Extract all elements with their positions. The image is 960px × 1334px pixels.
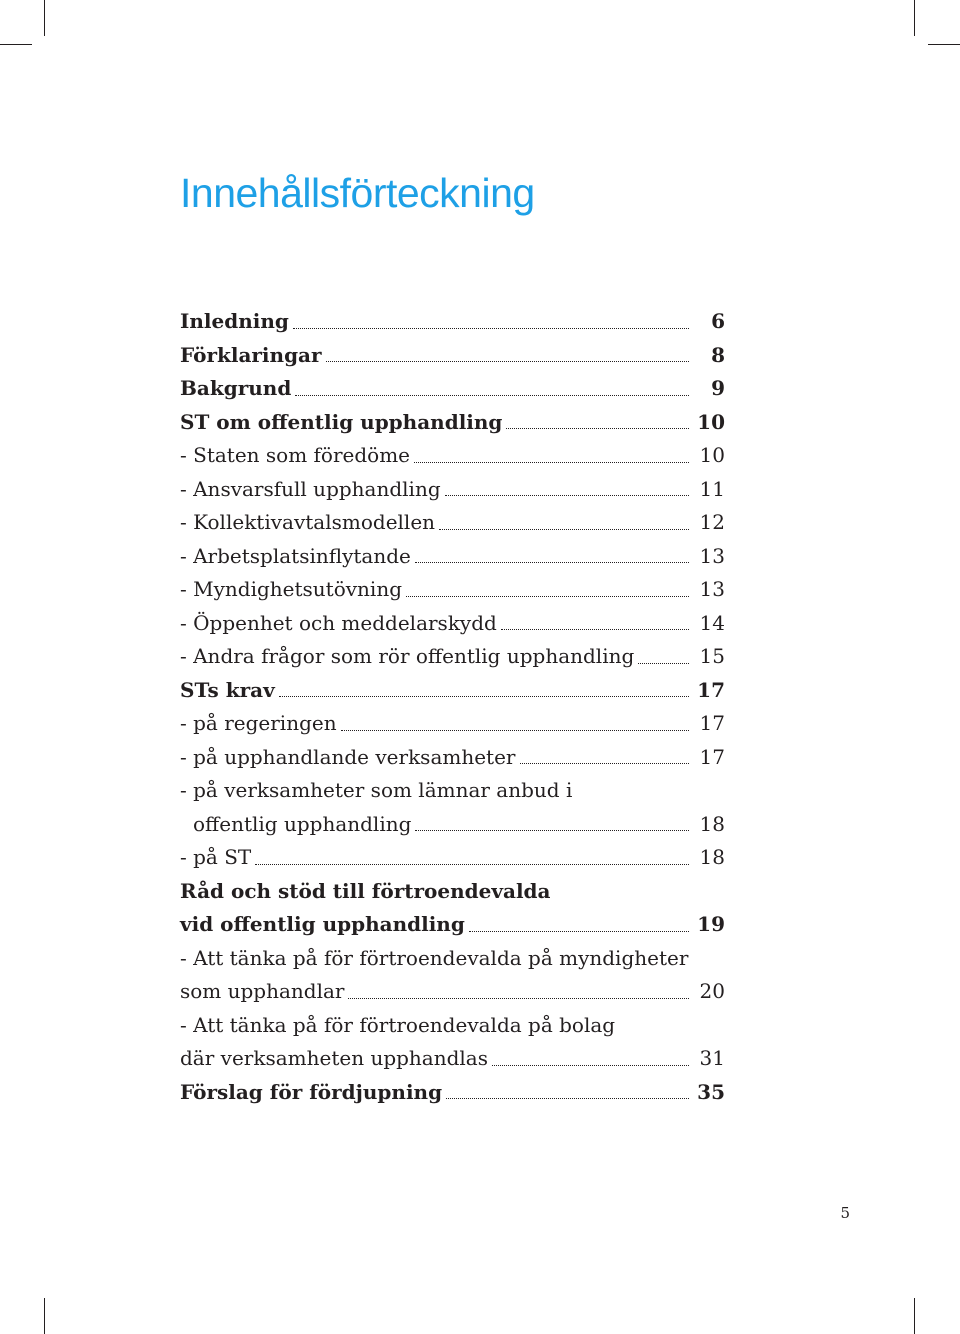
toc-entry-label: - på ST: [180, 845, 252, 869]
toc-entry-page: 12: [699, 510, 725, 534]
toc-entry-page: 11: [699, 476, 725, 501]
toc-entry-label: - Staten som föredöme: [180, 443, 410, 467]
toc-entry: [180, 707, 725, 741]
toc-entry: [180, 942, 725, 976]
toc-entry-page: 19: [697, 912, 725, 936]
toc-dot-leader: [414, 462, 689, 463]
toc-entry: [180, 540, 725, 574]
toc-dot-leader: [469, 931, 689, 932]
toc-entry-page: 18: [699, 811, 725, 836]
toc-entry-label: där verksamheten upphandlas: [180, 1046, 488, 1070]
toc-entry-page: 20: [699, 979, 725, 1003]
toc-dot-leader: [341, 730, 689, 731]
toc-dot-leader: [279, 696, 689, 697]
toc-entry-page: 18: [699, 845, 725, 869]
toc-entry-label: - Arbetsplatsinflytande: [180, 543, 411, 568]
toc-dot-leader: [295, 395, 689, 396]
toc-dot-leader: [439, 529, 689, 530]
toc-entry: [180, 372, 725, 406]
toc-dot-leader: [255, 864, 689, 865]
toc-entry-page: 17: [697, 677, 725, 702]
toc-entry-page: 10: [697, 409, 725, 434]
toc-entry: [180, 439, 725, 473]
page-title: Innehållsförteckning: [180, 170, 535, 216]
page-number: 5: [840, 1204, 850, 1222]
toc-dot-leader: [445, 495, 689, 496]
toc-entry-label: Inledning: [180, 309, 289, 333]
toc-entry-label: - Kollektivavtalsmodellen: [180, 510, 436, 534]
toc-entry-page: 14: [699, 610, 725, 635]
crop-mark-top-right-vertical: [914, 0, 915, 36]
toc-dot-leader: [293, 328, 689, 329]
toc-entry: [180, 573, 725, 607]
toc-entry: [180, 506, 725, 540]
toc-entry: [180, 741, 725, 775]
crop-mark-top-left-horizontal: [0, 44, 32, 45]
toc-entry: [180, 1009, 725, 1043]
toc-entry-page: 9: [711, 376, 725, 400]
toc-entry-label: Råd och stöd till förtroendevalda: [180, 878, 551, 903]
toc-entry-page: 13: [699, 577, 725, 601]
toc-dot-leader: [492, 1065, 689, 1066]
toc-entry-label: - Öppenhet och meddelarskydd: [180, 610, 497, 635]
toc-entry: [180, 607, 725, 641]
toc-entry-page: 8: [711, 342, 725, 367]
crop-mark-top-left-vertical: [44, 0, 45, 36]
crop-mark-bottom-left-vertical: [44, 1298, 45, 1334]
toc-dot-leader: [348, 998, 689, 999]
toc-entry-label: - Andra frågor som rör offentlig upphandling: [180, 644, 635, 668]
toc-dot-leader: [638, 663, 689, 664]
toc-entry: [180, 1076, 725, 1110]
toc-entry: [180, 841, 725, 875]
crop-mark-top-right-horizontal: [928, 44, 960, 45]
toc-entry-label: - på upphandlande verksamheter: [180, 744, 516, 769]
toc-dot-leader: [326, 361, 689, 362]
toc-entry-page: 17: [699, 711, 725, 735]
toc-dot-leader: [415, 830, 689, 831]
toc-entry: [180, 640, 725, 674]
toc-entry-label: - på verksamheter som lämnar anbud i: [180, 778, 573, 802]
toc-entry-label: som upphandlar: [180, 979, 345, 1003]
toc-entry: [180, 975, 725, 1009]
toc-entry-page: 10: [699, 443, 725, 467]
toc-entry-label: Förklaringar: [180, 342, 322, 367]
toc-entry-label: vid offentlig upphandling: [180, 912, 465, 936]
toc-entry: [180, 908, 725, 942]
toc-entry: [180, 339, 725, 373]
toc-entry: [180, 305, 725, 339]
toc-entry-page: 13: [699, 543, 725, 568]
toc-entry-page: 17: [699, 744, 725, 769]
toc-entry: [180, 875, 725, 909]
toc-entry: [180, 473, 725, 507]
toc-dot-leader: [520, 763, 689, 764]
toc-entry-label: - Att tänka på för förtroendevalda på bolag: [180, 1012, 616, 1037]
toc-entry-page: 6: [711, 309, 725, 333]
toc-dot-leader: [415, 562, 689, 563]
toc-entry-label: STs krav: [180, 677, 275, 702]
toc-entry: [180, 808, 725, 842]
toc-dot-leader: [406, 596, 689, 597]
toc-dot-leader: [501, 629, 689, 630]
toc-entry-label: offentlig upphandling: [193, 811, 412, 836]
toc-entry-label: - på regeringen: [180, 711, 337, 735]
toc-entry-label: - Att tänka på för förtroendevalda på myndigheter: [180, 945, 689, 970]
toc-entry: [180, 1042, 725, 1076]
toc-dot-leader: [446, 1098, 689, 1099]
toc-entry-label: Förslag för fördjupning: [180, 1079, 443, 1104]
toc-dot-leader: [506, 428, 689, 429]
toc-entry: [180, 774, 725, 808]
toc-entry-label: ST om offentlig upphandling: [180, 409, 503, 434]
toc-entry: [180, 406, 725, 440]
toc-entry-label: Bakgrund: [180, 376, 292, 400]
crop-mark-bottom-right-vertical: [914, 1298, 915, 1334]
toc-entry: [180, 674, 725, 708]
toc-entry-page: 31: [699, 1046, 725, 1070]
toc-entry-label: - Ansvarsfull upphandling: [180, 476, 441, 501]
table-of-contents: [180, 305, 725, 1109]
toc-entry-label: - Myndighetsutövning: [180, 577, 403, 601]
toc-entry-page: 15: [699, 644, 725, 668]
toc-entry-page: 35: [697, 1079, 725, 1104]
